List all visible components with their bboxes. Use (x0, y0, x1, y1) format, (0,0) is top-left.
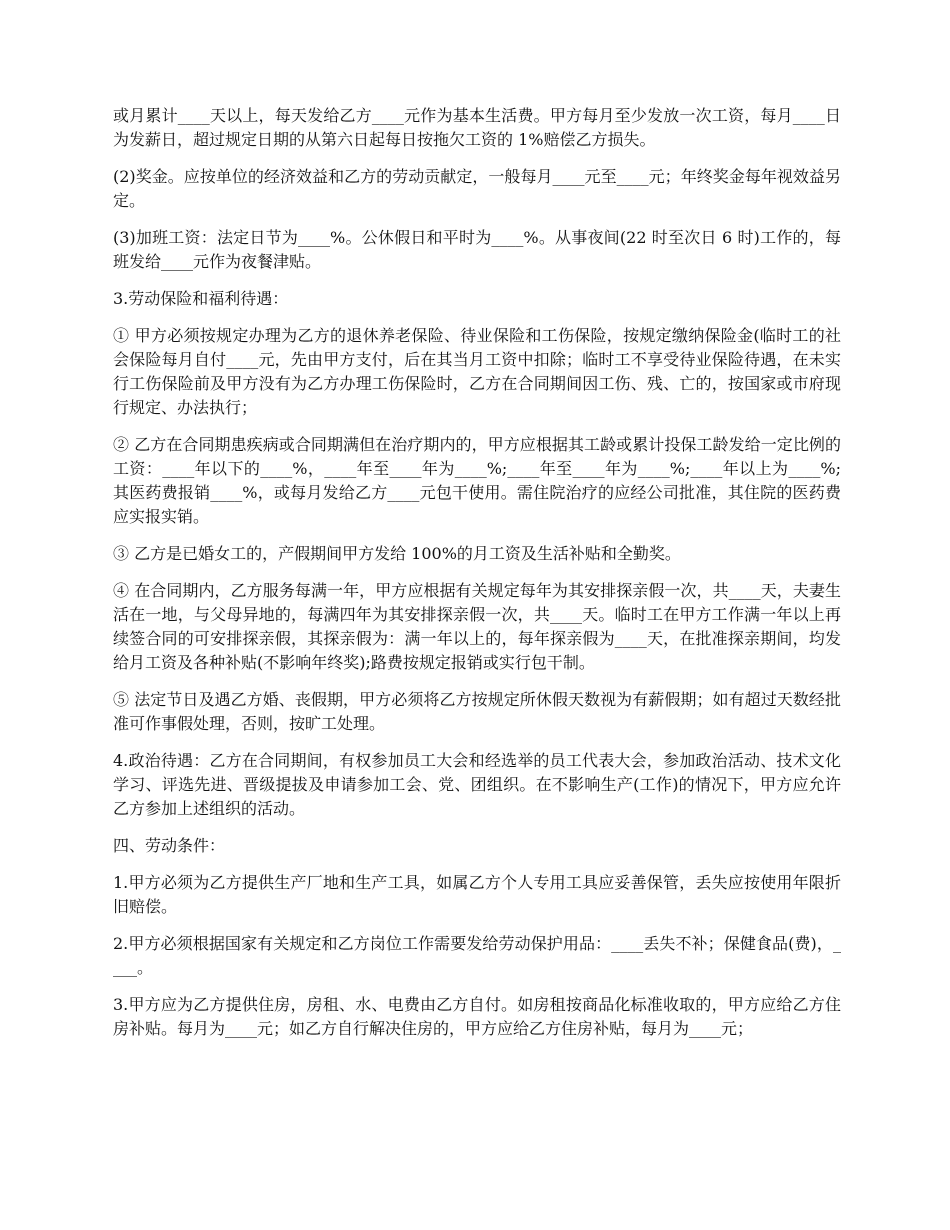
section-heading-insurance-welfare: 3.劳动保险和福利待遇： (113, 289, 289, 308)
paragraph-protective-equipment: 2.甲方必须根据国家有关规定和乙方岗位工作需要发给劳动保护用品：____丢失不补；保健食品(费)，____。 (113, 934, 841, 977)
paragraph-sick-leave-pay: ② 乙方在合同期患疾病或合同期满但在治疗期内的，甲方应根据其工龄或累计投保工龄发给一定比例的工资：____年以下的____%，____年至____年为____%;____年至____年为____%;____年以上为____%;其医药费报销____%，或每月发给乙方____元包干使用。需住院治疗的应经公司批准，其住院的医药费应实报实销。 (113, 435, 841, 526)
paragraph-bonus: (2)奖金。应按单位的经济效益和乙方的劳动贡献定，一般每月____元至____元；年终奖金每年视效益另定。 (113, 167, 841, 210)
paragraph-maternity-leave: ③ 乙方是已婚女工的，产假期间甲方发给 100%的月工资及生活补贴和全勤奖。 (113, 544, 681, 563)
paragraph-home-leave: ④ 在合同期内，乙方服务每满一年，甲方应根据有关规定每年为其安排探亲假一次，共____天，夫妻生活在一地，与父母异地的，每满四年为其安排探亲假一次，共____天。临时工在甲方工作满一年以上再续签合同的可安排探亲假，其探亲假为：满一年以上的，每年探亲假为____天，在批准探亲期间，均发给月工资及各种补贴(不影响年终奖);路费按规定报销或实行包干制。 (113, 581, 841, 672)
paragraph-statutory-holidays: ⑤ 法定节日及遇乙方婚、丧假期，甲方必须将乙方按规定所休假天数视为有薪假期；如有超过天数经批准可作事假处理，否则，按旷工处理。 (113, 690, 841, 733)
document-page (113, 104, 841, 1054)
paragraph-housing-allowance: 3.甲方应为乙方提供住房，房租、水、电费由乙方自付。如房租按商品化标准收取的，甲方应给乙方住房补贴。每月为____元；如乙方自行解决住房的，甲方应给乙方住房补贴，每月为____元； (113, 995, 841, 1038)
paragraph-social-insurance: ① 甲方必须按规定办理为乙方的退休养老保险、待业保险和工伤保险，按规定缴纳保险金(临时工的社会保险每月自付____元，先由甲方支付，后在其当月工资中扣除；临时工不享受待业保险待遇，在未实行工伤保险前及甲方没有为乙方办理工伤保险时，乙方在合同期间因工伤、残、亡的，按国家或市府现行规定、办法执行； (113, 326, 841, 417)
paragraph-work-tools: 1.甲方必须为乙方提供生产厂地和生产工具，如属乙方个人专用工具应妥善保管，丢失应按使用年限折旧赔偿。 (113, 873, 841, 916)
section-heading-working-conditions: 四、劳动条件： (113, 836, 226, 855)
paragraph-living-allowance: 或月累计____天以上，每天发给乙方____元作为基本生活费。甲方每月至少发放一次工资，每月____日为发薪日，超过规定日期的从第六日起每日按拖欠工资的 1%赔偿乙方损失。 (113, 106, 841, 149)
paragraph-overtime-pay: (3)加班工资：法定日节为____%。公休假日和平时为____%。从事夜间(22 时至次日 6 时)工作的，每班发给____元作为夜餐津贴。 (113, 228, 841, 271)
paragraph-political-treatment: 4.政治待遇：乙方在合同期间，有权参加员工大会和经选举的员工代表大会，参加政治活动、技术文化学习、评选先进、晋级提拔及申请参加工会、党、团组织。在不影响生产(工作)的情况下，甲方应允许乙方参加上述组织的活动。 (113, 751, 841, 818)
